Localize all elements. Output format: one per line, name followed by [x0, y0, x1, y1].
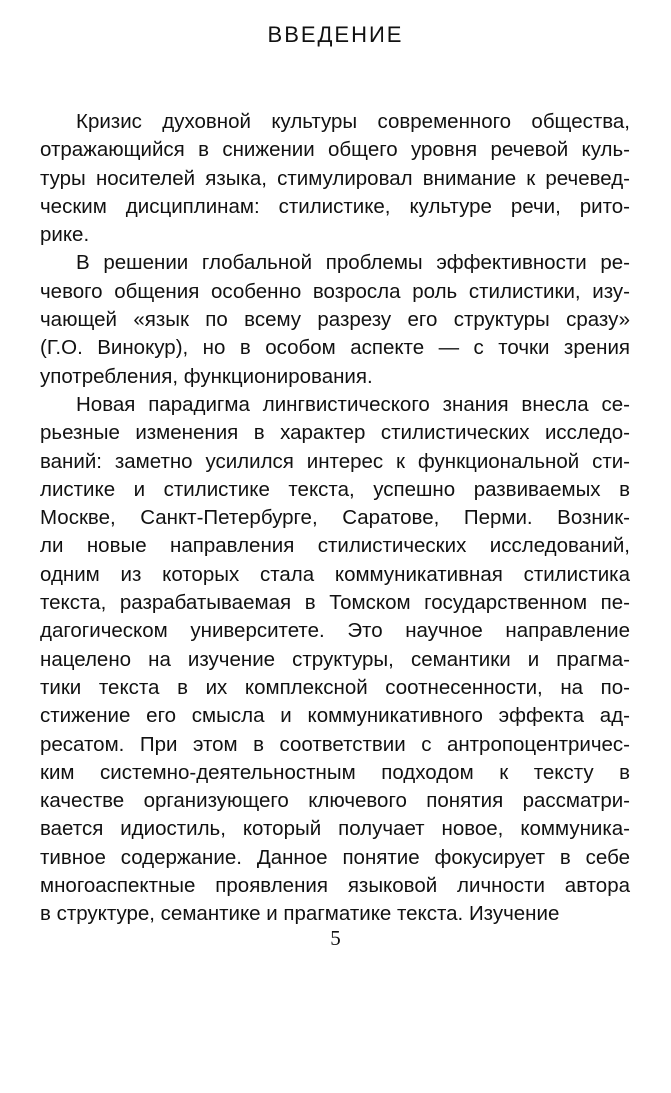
text-line: ческим дисциплинам: стилистике, культуре речи, рито- [40, 194, 630, 218]
text-line: (Г.О. Винокур), но в особом аспекте — с точки зрения [40, 336, 630, 360]
text-line: рьезные изменения в характер стилистических исследо- [40, 421, 630, 445]
text-line: Кризис духовной культуры современного общества, [76, 110, 630, 133]
text-line: тики текста в их комплексной соотнесенности, на по- [40, 675, 630, 699]
text-line: дагогическом университете. Это научное направление [40, 619, 630, 643]
text-line: Москве, Санкт-Петербурге, Саратове, Перми. Возник- [40, 506, 630, 530]
text-line: ресатом. При этом в соответствии с антропоцентричес- [40, 732, 630, 756]
text-line: чевого общения особенно возросла роль стилистики, изу- [40, 279, 630, 303]
text-line: Новая парадигма лингвистического знания внесла се- [76, 392, 630, 416]
text-line: туры носителей языка, стимулировал внимание к речевед- [40, 166, 630, 190]
text-line: вается идиостиль, который получает новое, коммуника- [40, 817, 630, 841]
text-line: качестве организующего ключевого понятия рассматри- [40, 789, 630, 813]
text-line: нацелено на изучение структуры, семантики и прагма- [40, 647, 630, 671]
body-text [40, 108, 630, 929]
text-line: ким системно-деятельностным подходом к тексту в [40, 760, 630, 784]
text-line: листике и стилистике текста, успешно развиваемых в [40, 477, 630, 501]
chapter-title: ВВЕДЕНИЕ [267, 22, 404, 47]
text-line: одним из которых стала коммуникативная стилистика [40, 562, 630, 586]
text-line: рике. [40, 223, 90, 247]
text-line: стижение его смысла и коммуникативного эффекта ад- [40, 704, 630, 728]
text-line: употребления, функционирования. [40, 364, 373, 388]
page-number: 5 [330, 926, 341, 950]
text-line: в структуре, семантике и прагматике текста. Изучение [40, 902, 560, 926]
text-line: чающей «язык по всему разрезу его структуры сразу» [40, 308, 630, 332]
text-line: отражающийся в снижении общего уровня речевой куль- [40, 138, 630, 162]
text-line: многоаспектные проявления языковой личности автора [40, 874, 630, 898]
text-line: тивное содержание. Данное понятие фокусирует в себе [40, 845, 630, 869]
text-line: ваний: заметно усилился интерес к функциональной сти- [40, 449, 630, 473]
text-line: ли новые направления стилистических исследований, [40, 534, 630, 558]
text-line: текста, разрабатываемая в Томском государственном пе- [40, 591, 630, 615]
text-line: В решении глобальной проблемы эффективности ре- [76, 251, 630, 275]
